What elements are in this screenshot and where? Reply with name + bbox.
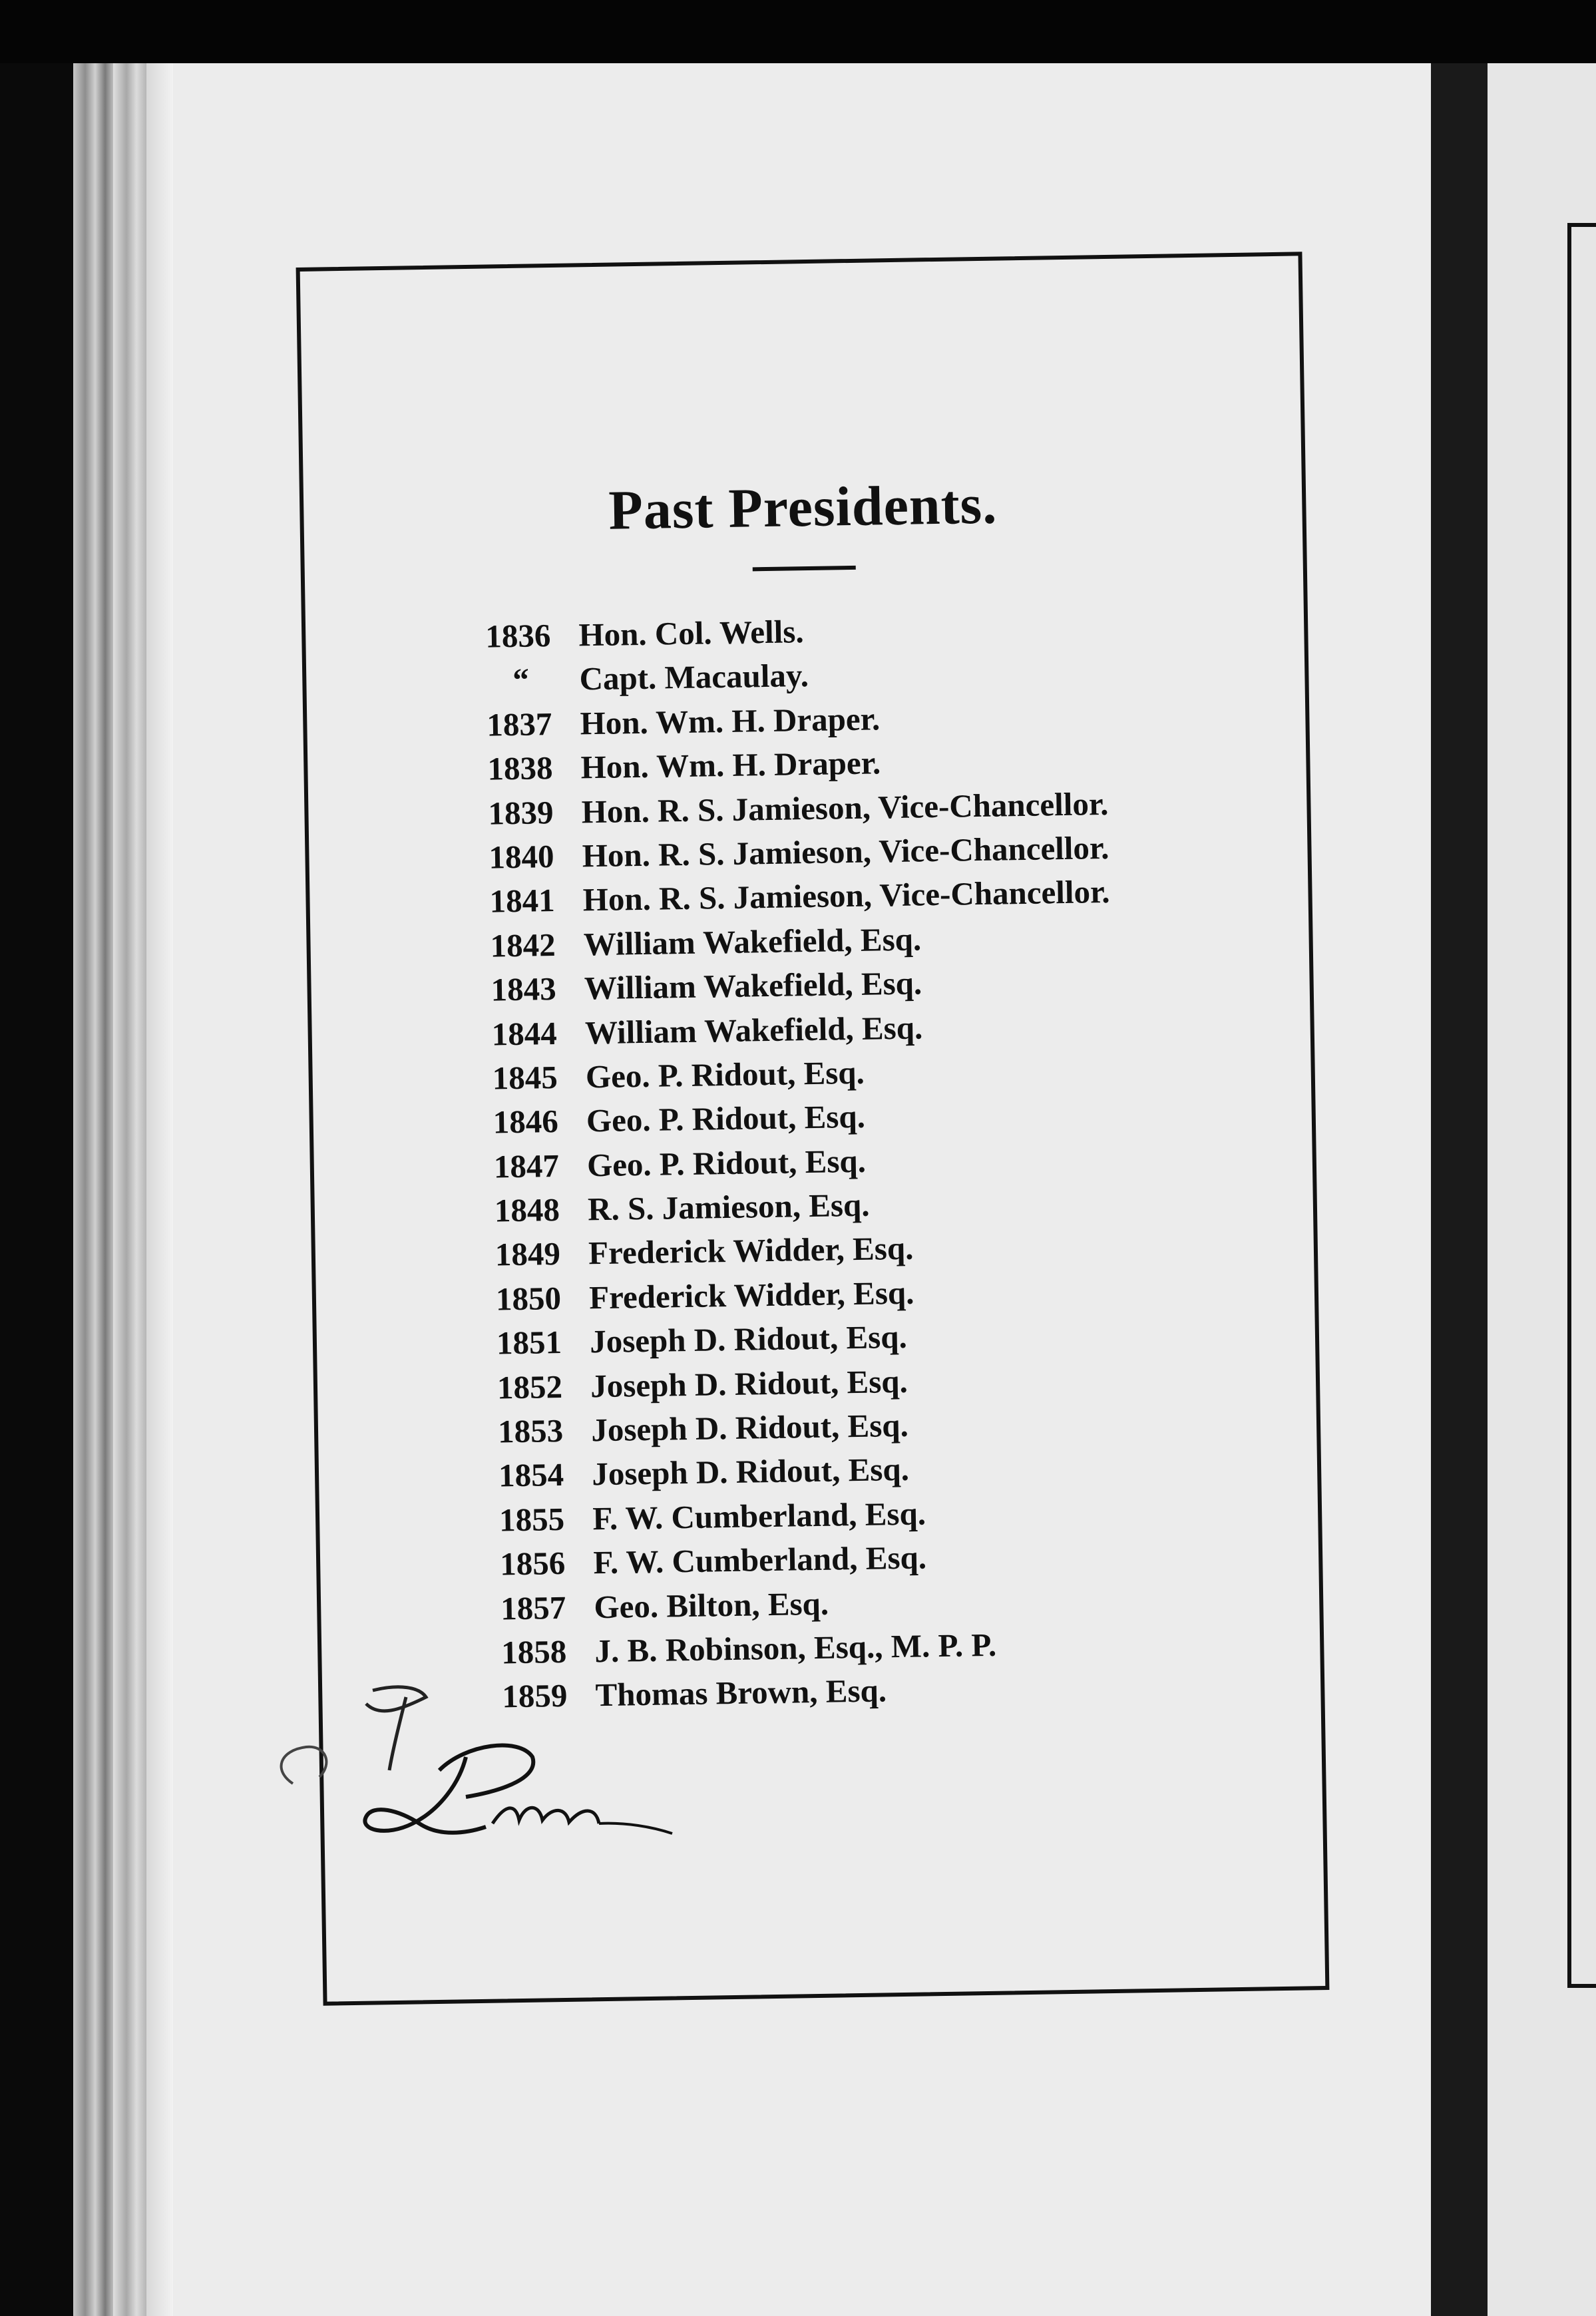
page-heading: Past Presidents. (608, 473, 998, 542)
president-name: Hon. R. S. Jamieson, Vice-Chancellor. (582, 829, 1109, 874)
president-year: 1847 (493, 1147, 560, 1185)
president-name: Geo. Bilton, Esq. (594, 1585, 829, 1625)
president-year: 1859 (501, 1677, 568, 1715)
president-name: Hon. R. S. Jamieson, Vice-Chancellor. (582, 873, 1110, 918)
president-year: 1854 (498, 1456, 564, 1494)
president-name: R. S. Jamieson, Esq. (587, 1186, 870, 1228)
president-name: F. W. Cumberland, Esq. (593, 1539, 927, 1581)
president-name: Hon. Wm. H. Draper. (580, 700, 881, 742)
scan-top-border (0, 0, 1596, 63)
president-year: 1849 (495, 1235, 561, 1273)
president-year: 1858 (500, 1633, 567, 1671)
heading-rule (753, 566, 856, 571)
president-name: William Wakefield, Esq. (584, 1008, 923, 1051)
president-year: 1850 (495, 1279, 562, 1318)
president-name: Joseph D. Ridout, Esq. (590, 1406, 909, 1449)
page-edge-stripe (73, 63, 113, 2316)
president-year: 1843 (491, 970, 557, 1008)
president-year: 1840 (489, 838, 554, 876)
president-year: 1852 (497, 1368, 563, 1406)
president-year: 1853 (497, 1412, 564, 1450)
president-year: 1857 (500, 1589, 566, 1627)
president-year: 1841 (489, 882, 555, 920)
president-year: 1856 (499, 1545, 566, 1583)
president-year: 1842 (490, 926, 556, 964)
book-gutter (1431, 63, 1488, 2316)
president-year: 1838 (487, 749, 553, 787)
president-name: F. W. Cumberland, Esq. (592, 1495, 926, 1537)
president-name: Frederick Widder, Esq. (588, 1230, 914, 1272)
president-year: 1855 (499, 1500, 565, 1539)
president-name: Frederick Widder, Esq. (588, 1274, 914, 1316)
president-year: 1846 (493, 1103, 559, 1141)
president-name: Joseph D. Ridout, Esq. (590, 1362, 908, 1404)
president-name: William Wakefield, Esq. (584, 964, 922, 1007)
president-year: 1837 (486, 705, 552, 743)
president-year: 1845 (492, 1058, 558, 1097)
president-name: Joseph D. Ridout, Esq. (591, 1451, 910, 1493)
president-year: 1844 (491, 1014, 558, 1053)
page-edge-stripe (113, 63, 146, 2316)
president-name: Geo. P. Ridout, Esq. (586, 1098, 866, 1139)
president-year: “ (512, 662, 530, 699)
president-name: Geo. P. Ridout, Esq. (586, 1142, 867, 1184)
president-name: Thomas Brown, Esq. (595, 1672, 887, 1714)
president-name: Capt. Macaulay. (579, 657, 809, 697)
president-name: Joseph D. Ridout, Esq. (589, 1318, 908, 1360)
page-edge-stripe (146, 63, 173, 2316)
president-name: J. B. Robinson, Esq., M. P. P. (594, 1626, 997, 1670)
president-year: 1839 (488, 793, 554, 832)
president-name: Hon. Col. Wells. (578, 613, 805, 654)
president-year: 1836 (485, 617, 551, 655)
president-name: Hon. R. S. Jamieson, Vice-Chancellor. (581, 785, 1109, 830)
president-name: Geo. P. Ridout, Esq. (585, 1054, 865, 1095)
adjacent-page-frame (1567, 223, 1596, 1988)
president-name: William Wakefield, Esq. (583, 920, 922, 963)
president-year: 1851 (496, 1324, 562, 1362)
president-year: 1848 (494, 1191, 560, 1229)
presidents-list (485, 602, 1301, 1719)
handwritten-signature (266, 1670, 719, 1870)
president-name: Hon. Wm. H. Draper. (580, 744, 881, 786)
